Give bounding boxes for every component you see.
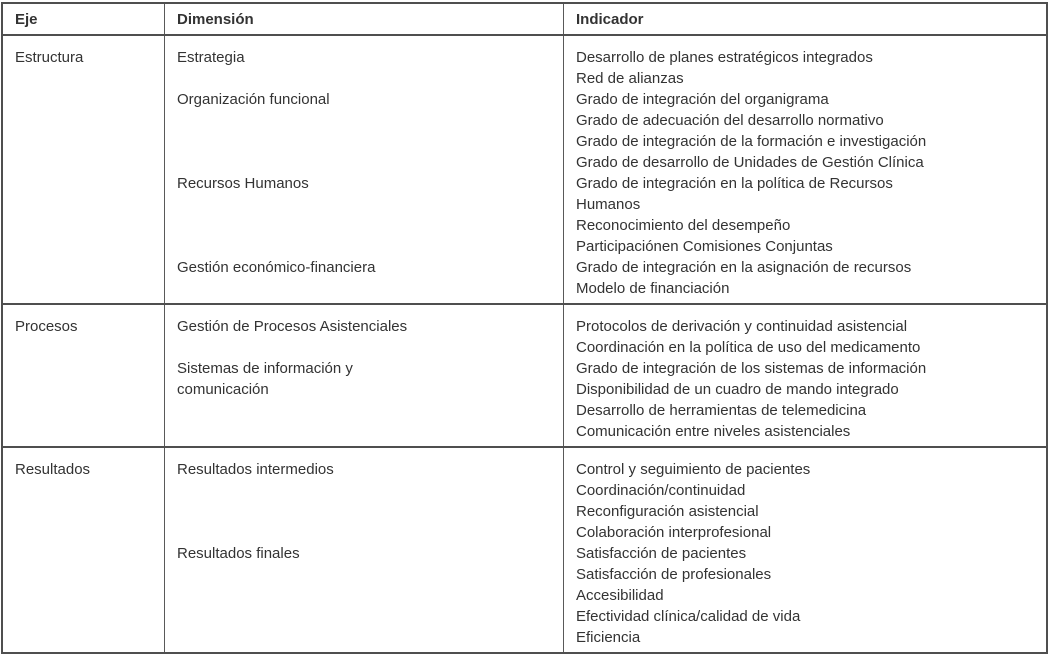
dimension-line <box>177 215 551 236</box>
indicator-line: Comunicación entre niveles asistenciales <box>576 423 851 440</box>
indicator-line: Red de alianzas <box>576 70 684 87</box>
header-dimension: Dimensión <box>164 4 563 34</box>
header-indicador: Indicador <box>563 4 1046 34</box>
dimension-line <box>177 68 551 89</box>
dimension-line <box>177 131 551 152</box>
indicator-line: Reconocimiento del desempeño <box>576 217 791 234</box>
eje-cell: Procesos <box>15 318 78 335</box>
indicator-line: Desarrollo de herramientas de telemedicina <box>576 402 867 419</box>
indicator-line: Colaboración interprofesional <box>576 524 772 541</box>
dimension-line: Gestión económico-financiera <box>177 259 376 276</box>
table-row <box>3 305 1046 448</box>
indicator-line: Satisfacción de pacientes <box>576 545 747 562</box>
dimension-line: Sistemas de información y <box>177 360 353 377</box>
dimension-line: comunicación <box>177 381 269 398</box>
indicator-line: Protocolos de derivación y continuidad asistencial <box>576 318 908 335</box>
indicator-line: Humanos <box>576 196 641 213</box>
indicator-line: Grado de desarrollo de Unidades de Gestión Clínica <box>576 154 924 171</box>
indicator-line: Disponibilidad de un cuadro de mando integrado <box>576 381 899 398</box>
indicator-line: Grado de integración en la política de Recursos <box>576 175 893 192</box>
eje-cell: Resultados <box>15 461 91 478</box>
indicator-line: Grado de integración del organigrama <box>576 91 829 108</box>
indicator-cell <box>563 448 1046 652</box>
dimension-line: Resultados intermedios <box>177 461 334 478</box>
eje-cell: Estructura <box>15 49 84 66</box>
dimension-line <box>177 110 551 131</box>
dimension-line <box>177 337 551 358</box>
indicator-line: Participaciónen Comisiones Conjuntas <box>576 238 833 255</box>
dimension-line <box>177 606 551 627</box>
dimension-line <box>177 152 551 173</box>
indicator-cell <box>563 36 1046 303</box>
indicator-line: Grado de integración de los sistemas de información <box>576 360 927 377</box>
header-eje: Eje <box>15 11 38 28</box>
dimension-cell <box>164 36 563 303</box>
dimension-line <box>177 421 551 442</box>
table-body <box>3 36 1046 652</box>
indicator-line: Grado de integración en la asignación de recursos <box>576 259 912 276</box>
dimension-line <box>177 278 551 299</box>
dimension-cell <box>164 305 563 446</box>
indicator-line: Grado de integración de la formación e investigación <box>576 133 927 150</box>
dimension-cell <box>164 448 563 652</box>
dimension-line: Organización funcional <box>177 91 330 108</box>
dimension-line: Resultados finales <box>177 545 300 562</box>
dimension-line: Recursos Humanos <box>177 175 309 192</box>
table-row <box>3 36 1046 305</box>
table-header-row <box>3 4 1046 36</box>
indicator-line: Reconfiguración asistencial <box>576 503 759 520</box>
indicator-line: Desarrollo de planes estratégicos integrados <box>576 49 873 66</box>
dimension-line: Estrategia <box>177 49 245 66</box>
evaluation-table <box>1 2 1048 654</box>
indicator-line: Satisfacción de profesionales <box>576 566 772 583</box>
indicator-line: Efectividad clínica/calidad de vida <box>576 608 801 625</box>
table-row <box>3 448 1046 652</box>
dimension-line <box>177 236 551 257</box>
indicator-line: Accesibilidad <box>576 587 664 604</box>
dimension-line <box>177 522 551 543</box>
indicator-line: Eficiencia <box>576 629 641 646</box>
indicator-line: Modelo de financiación <box>576 280 730 297</box>
dimension-line <box>177 194 551 215</box>
dimension-line <box>177 480 551 501</box>
dimension-line <box>177 585 551 606</box>
dimension-line <box>177 627 551 648</box>
dimension-line <box>177 400 551 421</box>
indicator-cell <box>563 305 1046 446</box>
dimension-line <box>177 564 551 585</box>
indicator-line: Coordinación/continuidad <box>576 482 746 499</box>
indicator-line: Coordinación en la política de uso del medicamento <box>576 339 921 356</box>
dimension-line: Gestión de Procesos Asistenciales <box>177 318 408 335</box>
dimension-line <box>177 501 551 522</box>
indicator-line: Control y seguimiento de pacientes <box>576 461 811 478</box>
indicator-line: Grado de adecuación del desarrollo normativo <box>576 112 884 129</box>
